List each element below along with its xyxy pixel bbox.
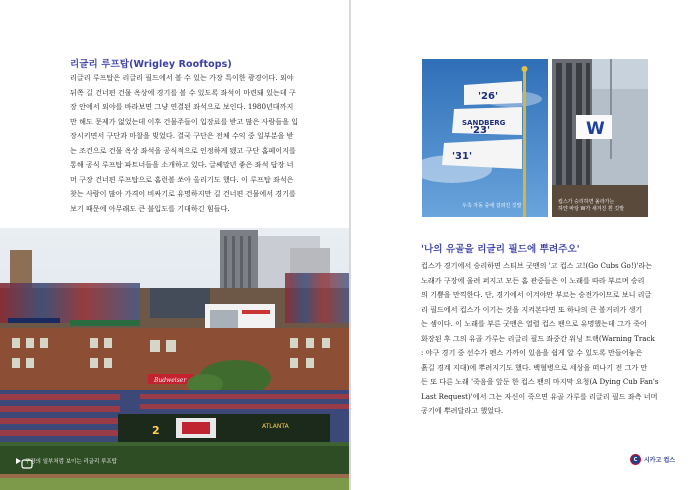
rooftops-paragraph-line: 머 구장 건너편 루프탑으로 홈런볼 쏘아 올리기도 했다. 이 루프탑 좌석은 — [70, 174, 294, 184]
ashes-paragraph-line: 노래가 구장에 울려 퍼지고 모든 홈 관중들은 이 노래를 따라 부르며 승리 — [421, 275, 645, 285]
rooftops-paragraph-line: 통해 공식 루프탑 파트너들을 소개하고 있다. 글쎄말년 좋은 좌석 답장 너 — [70, 160, 294, 169]
ashes-paragraph-line: : 야구 경기 중 선수가 펜스 가까이 있음을 쉽게 알 수 있도록 만들어놓은 — [421, 348, 643, 357]
caption-arrow-icon — [16, 458, 21, 464]
section-heading-rooftops: 리글리 루프탑(Wrigley Rooftops) — [70, 59, 232, 70]
rooftops-paragraph-line: 찾는 사람이 많아 가격이 비싸기로 유명하지만 길 건너편 건물에서 경기를 — [70, 189, 296, 198]
scoreboard-team: ATLANTA — [262, 423, 289, 430]
ashes-paragraph-line: 리 필드에서 컵스가 이기는 것을 지켜본다면 또 하나의 큰 볼거리가 생기 — [421, 304, 643, 314]
rooftops-paragraph-line: 장시키면서 구단과 마찰을 빚었다. 결국 구단은 전체 수익 중 일부분을 받 — [70, 131, 294, 140]
ashes-paragraph-line: Last Request)'에서 그는 자신이 죽으면 유골 가루를 리글리 필드 좌측 너머 — [421, 391, 658, 401]
left-page — [0, 0, 349, 490]
ashes-paragraph — [421, 259, 661, 419]
rooftops-paragraph-line: 장 안에서 외야를 바라보면 그냥 연결된 좌석으로 보인다. 1980년대까지 — [70, 102, 294, 111]
ashes-paragraph-line: 든 또 다른 노래 '죽음을 앞둔 한 컵스 팬의 마지막 요청(A Dying Cub Fan's — [421, 377, 659, 386]
ashes-paragraph-line: 의 기쁨을 만끽한다. 단, 경기에서 이겨야만 부르는 승전가이므로 보니 리글 — [421, 290, 652, 299]
logo-text: 시카고 컵스 — [644, 457, 676, 464]
scoreboard-score: 2 — [152, 424, 160, 437]
stadium-caption-text: 구장의 일부처럼 보이는 리글리 루프탑 — [25, 459, 118, 465]
photo2-caption — [558, 199, 624, 213]
right-page — [351, 0, 700, 490]
ad-sign-text: Budweiser — [154, 377, 187, 384]
photo2-caption-line-1: 컵스가 승리하면 올라가는 — [558, 199, 615, 205]
flag-number-1: '26' — [478, 91, 499, 102]
rooftops-paragraph-line: 뒤쪽 길 건너편 건물 옥상에 경기를 볼 수 있도록 좌석이 마련돼 있는데 구 — [70, 87, 296, 97]
ashes-paragraph-line: 공기에 뿌려달라고 했었다. — [421, 406, 504, 415]
stadium-caption — [16, 457, 117, 465]
photo2-caption-line-2: 하얀 바탕 W가 새겨진 흰 깃발 — [558, 206, 625, 212]
cubs-logo-icon: C — [630, 454, 641, 465]
flags-photo — [422, 59, 548, 217]
rooftops-paragraph-line: 보기 때문에 아무래도 큰 불입도를 기대하긴 힘들다. — [70, 203, 230, 213]
ashes-paragraph-line: 화장된 후 그의 유골 가루는 리글리 필드 좌중간 워닝 트랙(Warning Track — [421, 333, 655, 343]
rooftops-paragraph — [70, 71, 310, 216]
ashes-paragraph-line: 컵스가 경기에서 승리하면 스티브 굿맨의 '고 컵스 고!(Go Cubs Go!)'라는 — [421, 261, 653, 270]
stadium-photo — [0, 228, 349, 490]
cubs-logo — [630, 454, 675, 465]
rooftops-paragraph-line: 만 해도 문제가 없었는데 이후 건물주들이 입장료를 받고 많은 사람들을 입 — [70, 116, 299, 126]
rooftops-paragraph-line: 리글리 루프탑은 리글리 필드에서 볼 수 있는 가장 특이한 광경이다. 외야 — [70, 73, 294, 82]
rooftops-paragraph-line: 는 조건으로 건물 옥상 좌석을 공식적으로 인정하게 됐고 구단 홈페이지를 — [70, 145, 296, 155]
flag-number-2: '23' — [470, 125, 491, 136]
ashes-paragraph-line: 는 셈이다. 이 노래를 부른 굿맨은 열렬 컵스 팬으로 유명했는데 그가 죽어 — [421, 319, 647, 328]
photo1-caption — [462, 203, 522, 210]
photo1-caption-line: 우측 자동 중에 걸려진 깃발 — [462, 203, 522, 209]
ashes-paragraph-line: 흙길 경계 지대)에 뿌려지기도 했다. 백혈병으로 세상을 떠나기 전 그가 만 — [421, 362, 648, 372]
flag-number-3: '31' — [452, 151, 473, 162]
svg-text:SANDBERG: SANDBERG — [462, 119, 506, 127]
w-flag-letter: W — [586, 119, 605, 139]
w-flag-photo — [552, 59, 648, 217]
section-heading-ashes: '나의 유골을 리글리 필드에 뿌려주오' — [421, 244, 580, 255]
